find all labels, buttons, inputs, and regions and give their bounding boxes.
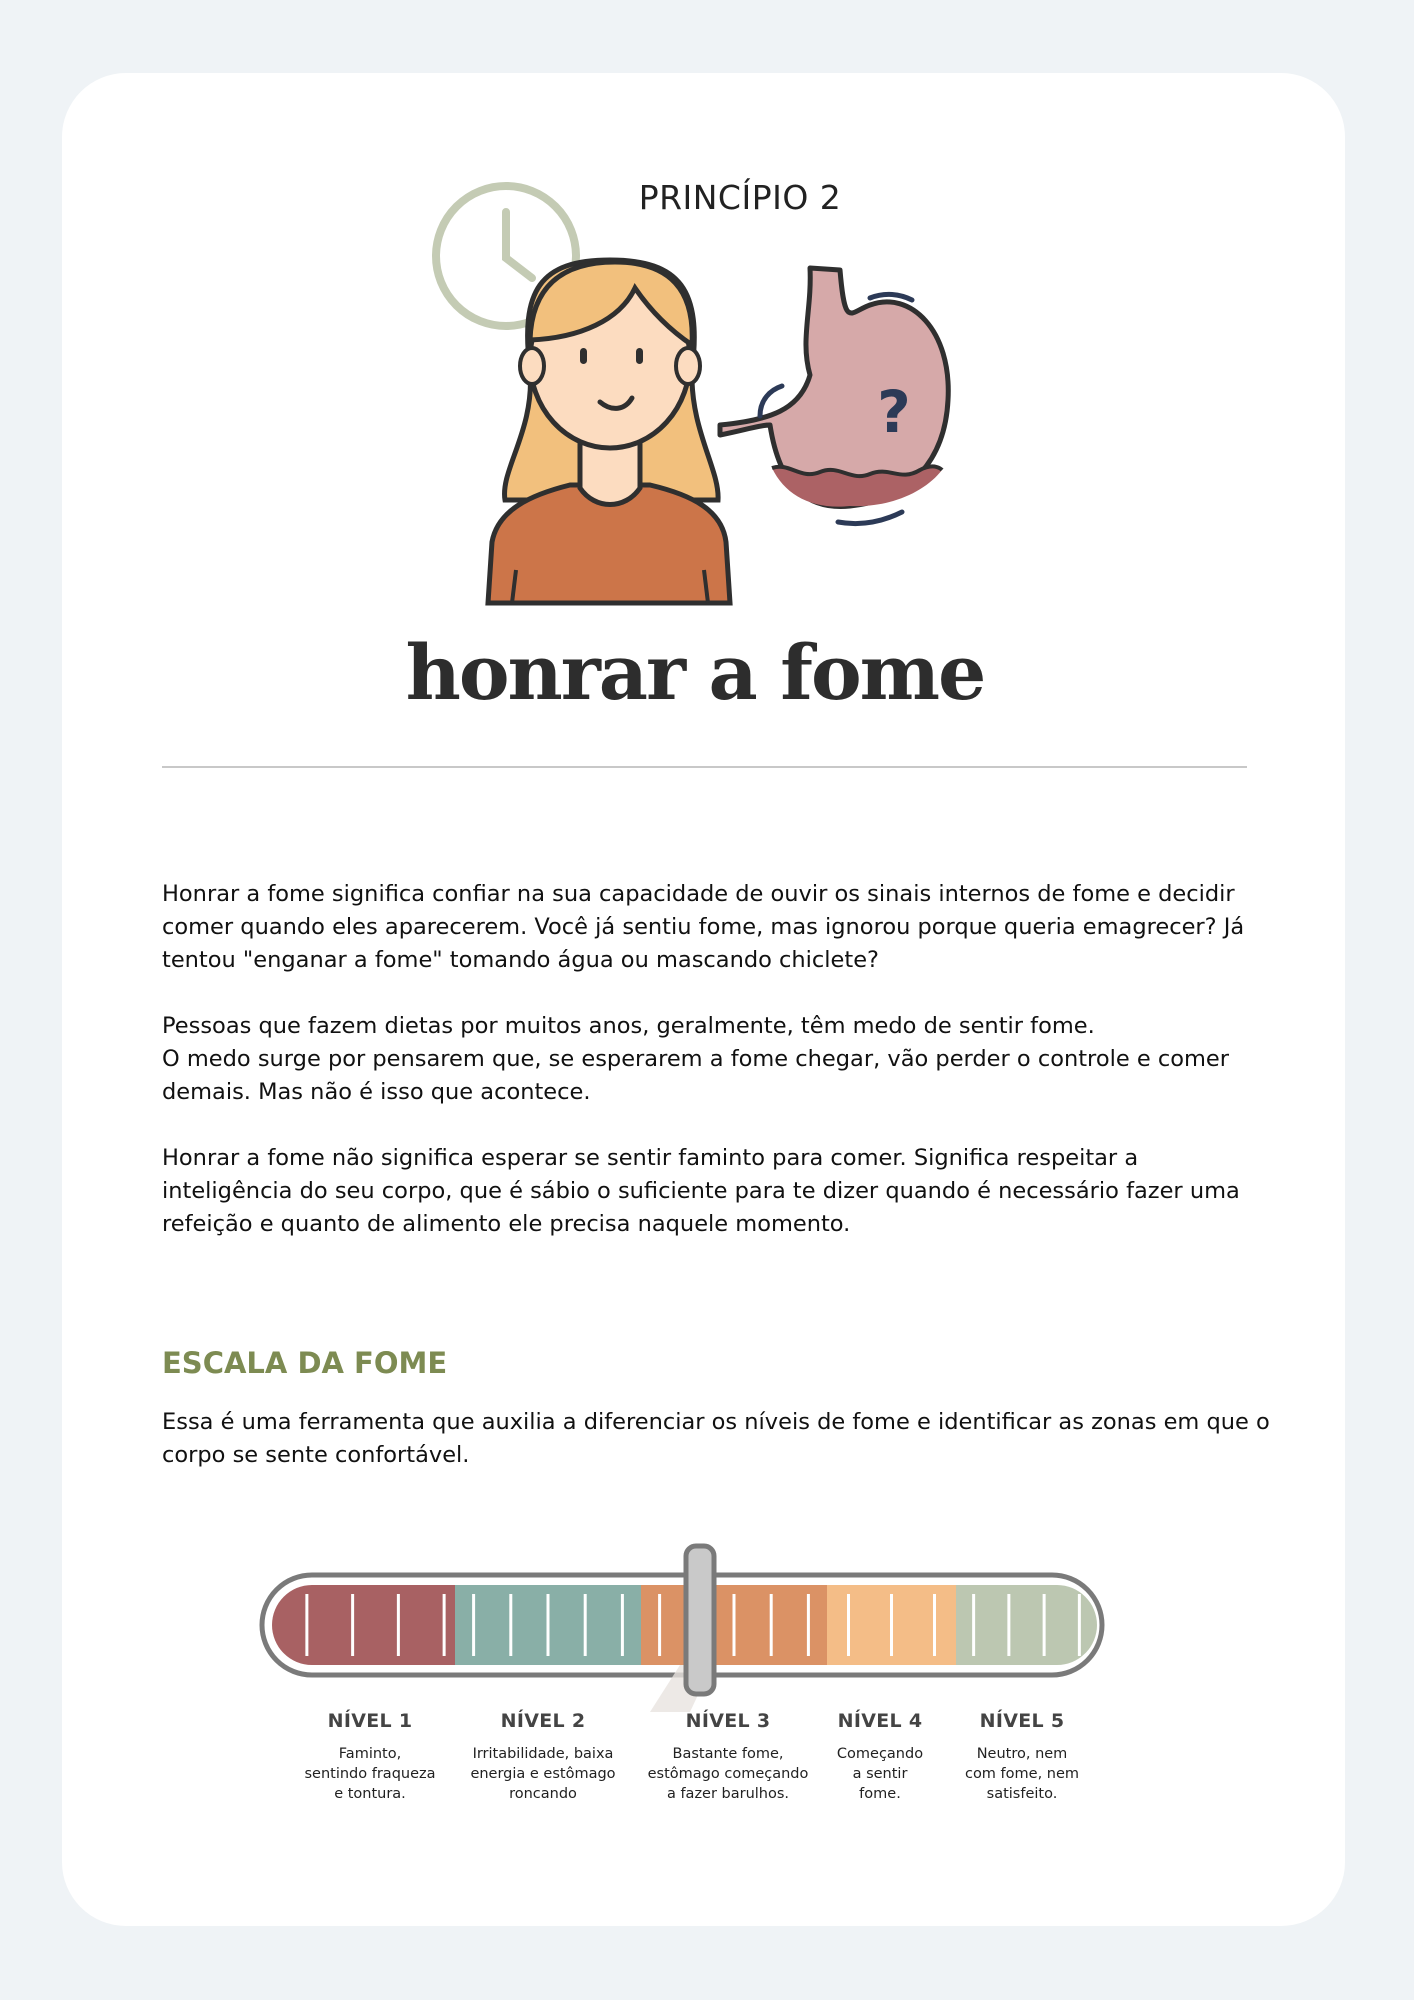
paragraph-1-text: Honrar a fome significa confiar na sua capacidade de ouvir os sinais internos de fome e decidir comer quando eles aparecerem. Você já sentiu fome, mas ignorou porque queria emagrecer? Já tentou "enganar a fome" tomando água ou mascando chiclete? — [162, 881, 1245, 973]
paragraph-2-line-2: O medo surge por pensarem que, se esperarem a fome chegar, vão perder o controle e comer demais. Mas não é isso que acontece. — [162, 1046, 1229, 1105]
scale-level-5 — [932, 1710, 1112, 1804]
scale-level-name: NÍVEL 1 — [327, 1710, 413, 1732]
scale-level-description — [932, 1744, 1112, 1804]
scale-level-description-line: a fazer barulhos. — [666, 1786, 790, 1802]
page-title: honrar a fome — [405, 628, 985, 717]
scale-level-description-line: satisfeito. — [986, 1786, 1058, 1802]
question-mark-icon: ? — [877, 378, 911, 446]
paragraph-3-text: Honrar a fome não significa esperar se sentir faminto para comer. Significa respeitar a inteligência do seu corpo, que é sábio o suficiente para te dizer quando é necessário fazer uma refeição e quanto de alimento ele precisa naquele momento. — [162, 1145, 1240, 1237]
scale-level-name: NÍVEL 5 — [979, 1710, 1065, 1732]
scale-level-description-line: roncando — [509, 1786, 577, 1802]
scale-level-description-line: Neutro, nem — [976, 1746, 1068, 1762]
scale-level-name: NÍVEL 2 — [500, 1710, 586, 1732]
scale-level-description-line: energia e estômago — [470, 1766, 616, 1782]
scale-heading: ESCALA DA FOME — [162, 1346, 448, 1380]
scale-level-1 — [280, 1710, 460, 1804]
scale-level-name: NÍVEL 4 — [837, 1710, 923, 1732]
scale-segment-5 — [956, 1585, 1098, 1665]
scale-level-name: NÍVEL 3 — [685, 1710, 771, 1732]
scale-level-description — [453, 1744, 633, 1804]
scale-intro-text: Essa é uma ferramenta que auxilia a diferenciar os níveis de fome e identificar as zonas em que o corpo se sente confortável. — [162, 1409, 1270, 1468]
scale-level-description — [280, 1744, 460, 1804]
scale-level-description-line: e tontura. — [334, 1786, 406, 1802]
scale-level-description-line: Começando — [836, 1746, 924, 1762]
scale-level-description-line: Bastante fome, — [672, 1746, 784, 1762]
scale-slider-handle[interactable] — [686, 1546, 714, 1694]
scale-level-description-line: fome. — [859, 1786, 901, 1802]
paragraph-2-line-1: Pessoas que fazem dietas por muitos anos, geralmente, têm medo de sentir fome. — [162, 1013, 1095, 1039]
principle-label: PRINCÍPIO 2 — [638, 178, 842, 217]
scale-level-description-line: estômago começando — [647, 1766, 809, 1782]
scale-level-description-line: Faminto, — [338, 1746, 402, 1762]
scale-level-description-line: a sentir — [852, 1766, 908, 1782]
scale-segment-1 — [272, 1585, 456, 1665]
scale-level-description-line: sentindo fraqueza — [304, 1766, 436, 1782]
scale-level-description-line: Irritabilidade, baixa — [472, 1746, 614, 1762]
scale-level-description-line: com fome, nem — [964, 1766, 1080, 1782]
scale-level-2 — [453, 1710, 633, 1804]
